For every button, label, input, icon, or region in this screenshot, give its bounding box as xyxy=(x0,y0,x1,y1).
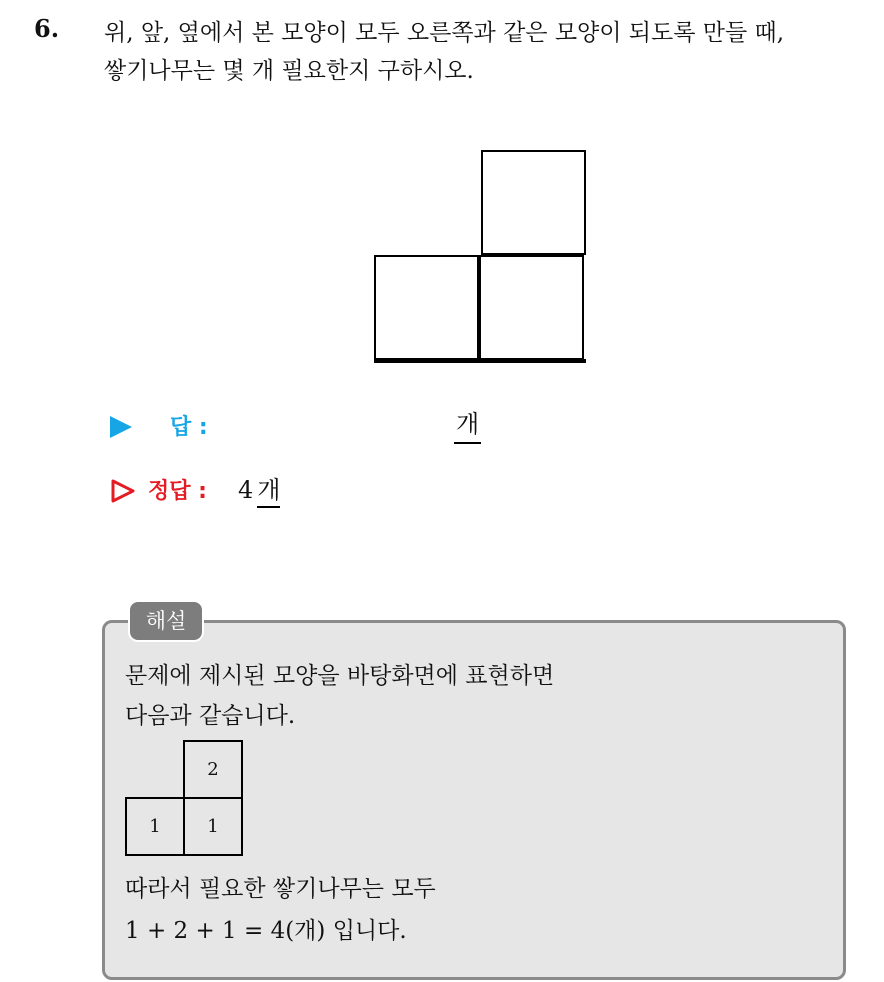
figure-baseline xyxy=(374,359,586,363)
correct-answer-number: 4 xyxy=(238,476,254,504)
question-line-1: 위, 앞, 옆에서 본 모양이 모두 오른쪽과 같은 모양이 되도록 만들 때, xyxy=(104,20,785,46)
correct-answer-label: 정답 : xyxy=(148,479,207,504)
figure-square-bottom-right xyxy=(479,255,584,360)
explanation-tab: 해설 xyxy=(128,600,204,642)
figure-square-bottom-left xyxy=(374,255,479,360)
question-line-2: 쌓기나무는 몇 개 필요한지 구하시오. xyxy=(104,58,474,84)
correct-answer-row xyxy=(110,472,610,512)
question-text xyxy=(104,14,874,90)
explanation-line-1: 문제에 제시된 모양을 바탕화면에 표현하면 xyxy=(125,663,555,689)
grid-cell-bottom-left: 1 xyxy=(125,797,185,856)
explanation-line-2: 다음과 같습니다. xyxy=(125,703,296,729)
top-view-count-grid xyxy=(125,740,245,860)
explanation-line-4: 1 + 2 + 1 = 4(개) 입니다. xyxy=(125,918,407,944)
explanation-text xyxy=(125,656,554,736)
question-number: 6. xyxy=(34,14,60,43)
answer-label: 답 : xyxy=(170,415,208,440)
explanation-line-3: 따라서 필요한 쌓기나무는 모두 xyxy=(125,876,436,902)
explanation-conclusion xyxy=(125,868,436,952)
play-triangle-icon xyxy=(110,416,132,438)
outline-triangle-icon xyxy=(110,478,136,504)
correct-answer-unit: 개 xyxy=(257,476,280,508)
grid-cell-bottom-right: 1 xyxy=(183,797,243,856)
view-shape-figure xyxy=(374,150,588,364)
figure-square-top xyxy=(481,150,586,255)
grid-cell-top: 2 xyxy=(183,740,243,799)
correct-answer-value xyxy=(238,474,280,506)
answer-row xyxy=(110,408,610,448)
answer-unit: 개 xyxy=(454,408,481,444)
